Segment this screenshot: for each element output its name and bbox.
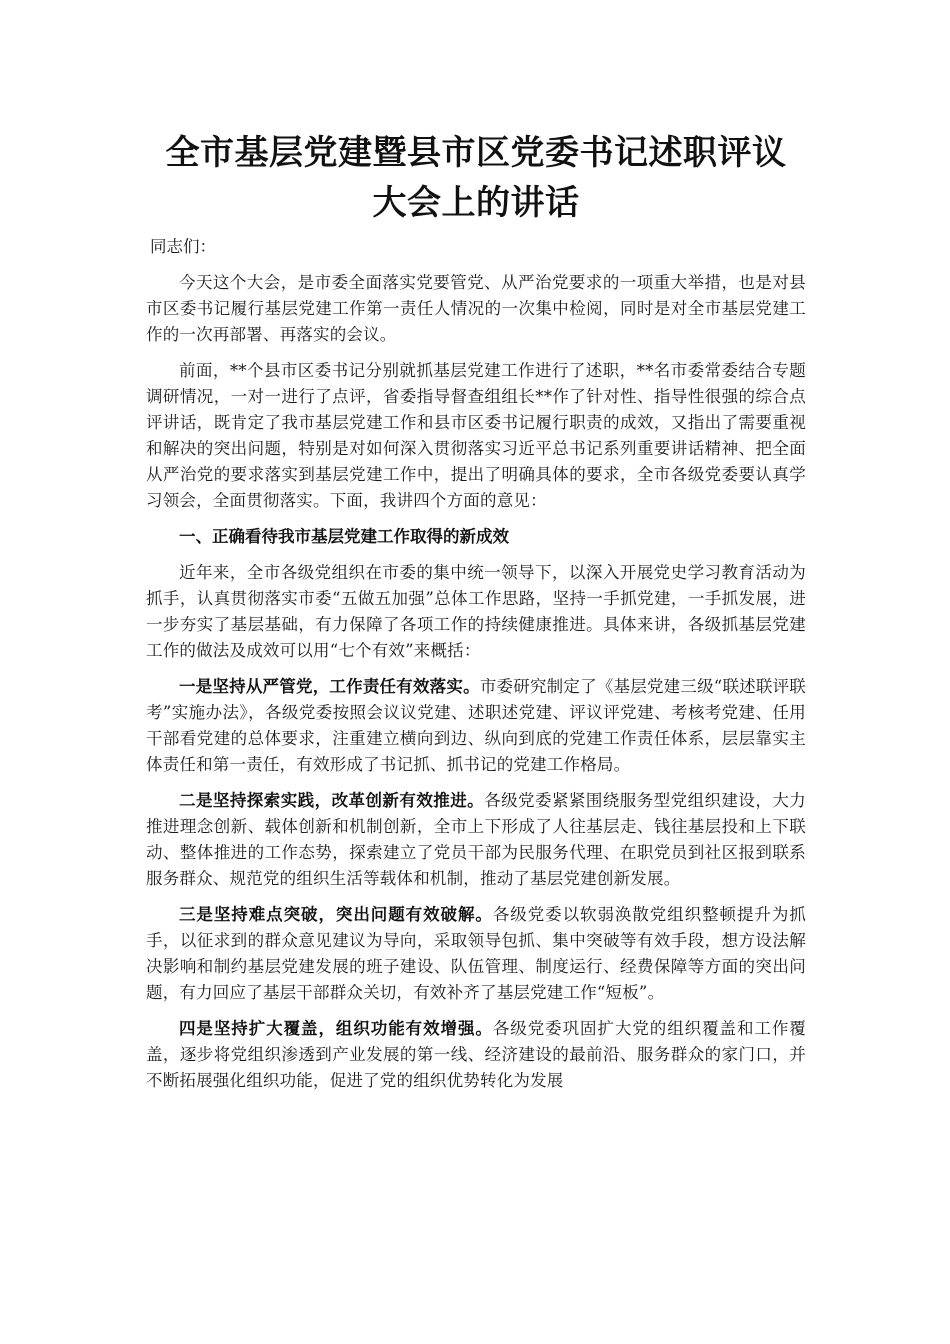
point-4: [146, 1016, 806, 1094]
section-intro: 近年来，全市各级党组织在市委的集中统一领导下，以深入开展党史学习教育活动为抓手，认真贯彻落实市委“五做五加强”总体工作思路，坚持一手抓党建，一手抓发展，进一步夯实了基层基础，有力保障了各项工作的持续健康推进。具体来讲，各级抓基层党建工作的做法及成效可以用“七个有效”来概括：: [146, 563, 806, 660]
point-1-text: 市委研究制定了《基层党建三级“联述联评联考”实施办法》，各级党委按照会议议党建、述职述党建、评议评党建、考核考党建、任用干部看党建的总体要求，注重建立横向到边、纵向到底的党建工作责任体系，层层靠实主体责任和第一责任，有效形成了书记抓、抓书记的党建工作格局。: [146, 677, 806, 774]
point-3-text: 各级党委以软弱涣散党组织整顿提升为抓手，以征求到的群众意见建议为导向，采取领导包抓、集中突破等有效手段，想方设法解决影响和制约基层党建发展的班子建设、队伍管理、制度运行、经费保障等方面的突出问题，有力回应了基层干部群众关切，有效补齐了基层党建工作“短板”。: [146, 905, 806, 1002]
point-2-text: 各级党委紧紧围绕服务型党组织建设，大力推进理念创新、载体创新和机制创新，全市上下形成了人往基层走、钱往基层投和上下联动、整体推进的工作态势，探索建立了党员干部为民服务代理、在职党员到社区报到联系服务群众、规范党的组织生活等载体和机制，推动了基层党建创新发展。: [146, 791, 806, 888]
point-4-text: 各级党委巩固扩大党的组织覆盖和工作覆盖，逐步将党组织渗透到产业发展的第一线、经济建设的最前沿、服务群众的家门口，并不断拓展强化组织功能，促进了党的组织优势转化为发展: [146, 1019, 806, 1090]
section-heading-1: 一、正确看待我市基层党建工作取得的新成效: [179, 527, 509, 546]
document-body: [146, 128, 806, 1104]
paragraph-opening: 今天这个大会，是市委全面落实党要管党、从严治党要求的一项重大举措，也是对县市区委书记履行基层党建工作第一责任人情况的一次集中检阅，同时是对全市基层党建工作的一次再部署、再落实的会议。: [146, 273, 806, 344]
title-line-1: 全市基层党建暨县市区党委书记述职评议: [165, 133, 787, 173]
point-2: [146, 788, 806, 892]
point-2-lead: 二是坚持探索实践，改革创新有效推进。: [179, 791, 485, 810]
point-3-lead: 三是坚持难点突破，突出问题有效破解。: [179, 905, 493, 924]
point-3: [146, 902, 806, 1006]
document-title: [146, 128, 806, 228]
point-1-lead: 一是坚持从严管党，工作责任有效落实。: [179, 677, 480, 696]
point-4-lead: 四是坚持扩大覆盖，组织功能有效增强。: [179, 1019, 493, 1038]
paragraph-review: 前面，**个县市区委书记分别就抓基层党建工作进行了述职，**名市委常委结合专题调研情况，一对一进行了点评，省委指导督查组组长**作了针对性、指导性很强的综合点评讲话，既肯定了我市基层党建工作和县市区委书记履行职责的成效，又指出了需要重视和解决的突出问题，特别是对如何深入贯彻落实习近平总书记系列重要讲话精神、把全面从严治党的要求落实到基层党建工作中，提出了明确具体的要求，全市各级党委要认真学习领会，全面贯彻落实。下面，我讲四个方面的意见：: [146, 361, 806, 510]
greeting: 同志们：: [150, 237, 216, 256]
point-1: [146, 674, 806, 778]
title-line-2: 大会上的讲话: [372, 183, 580, 223]
